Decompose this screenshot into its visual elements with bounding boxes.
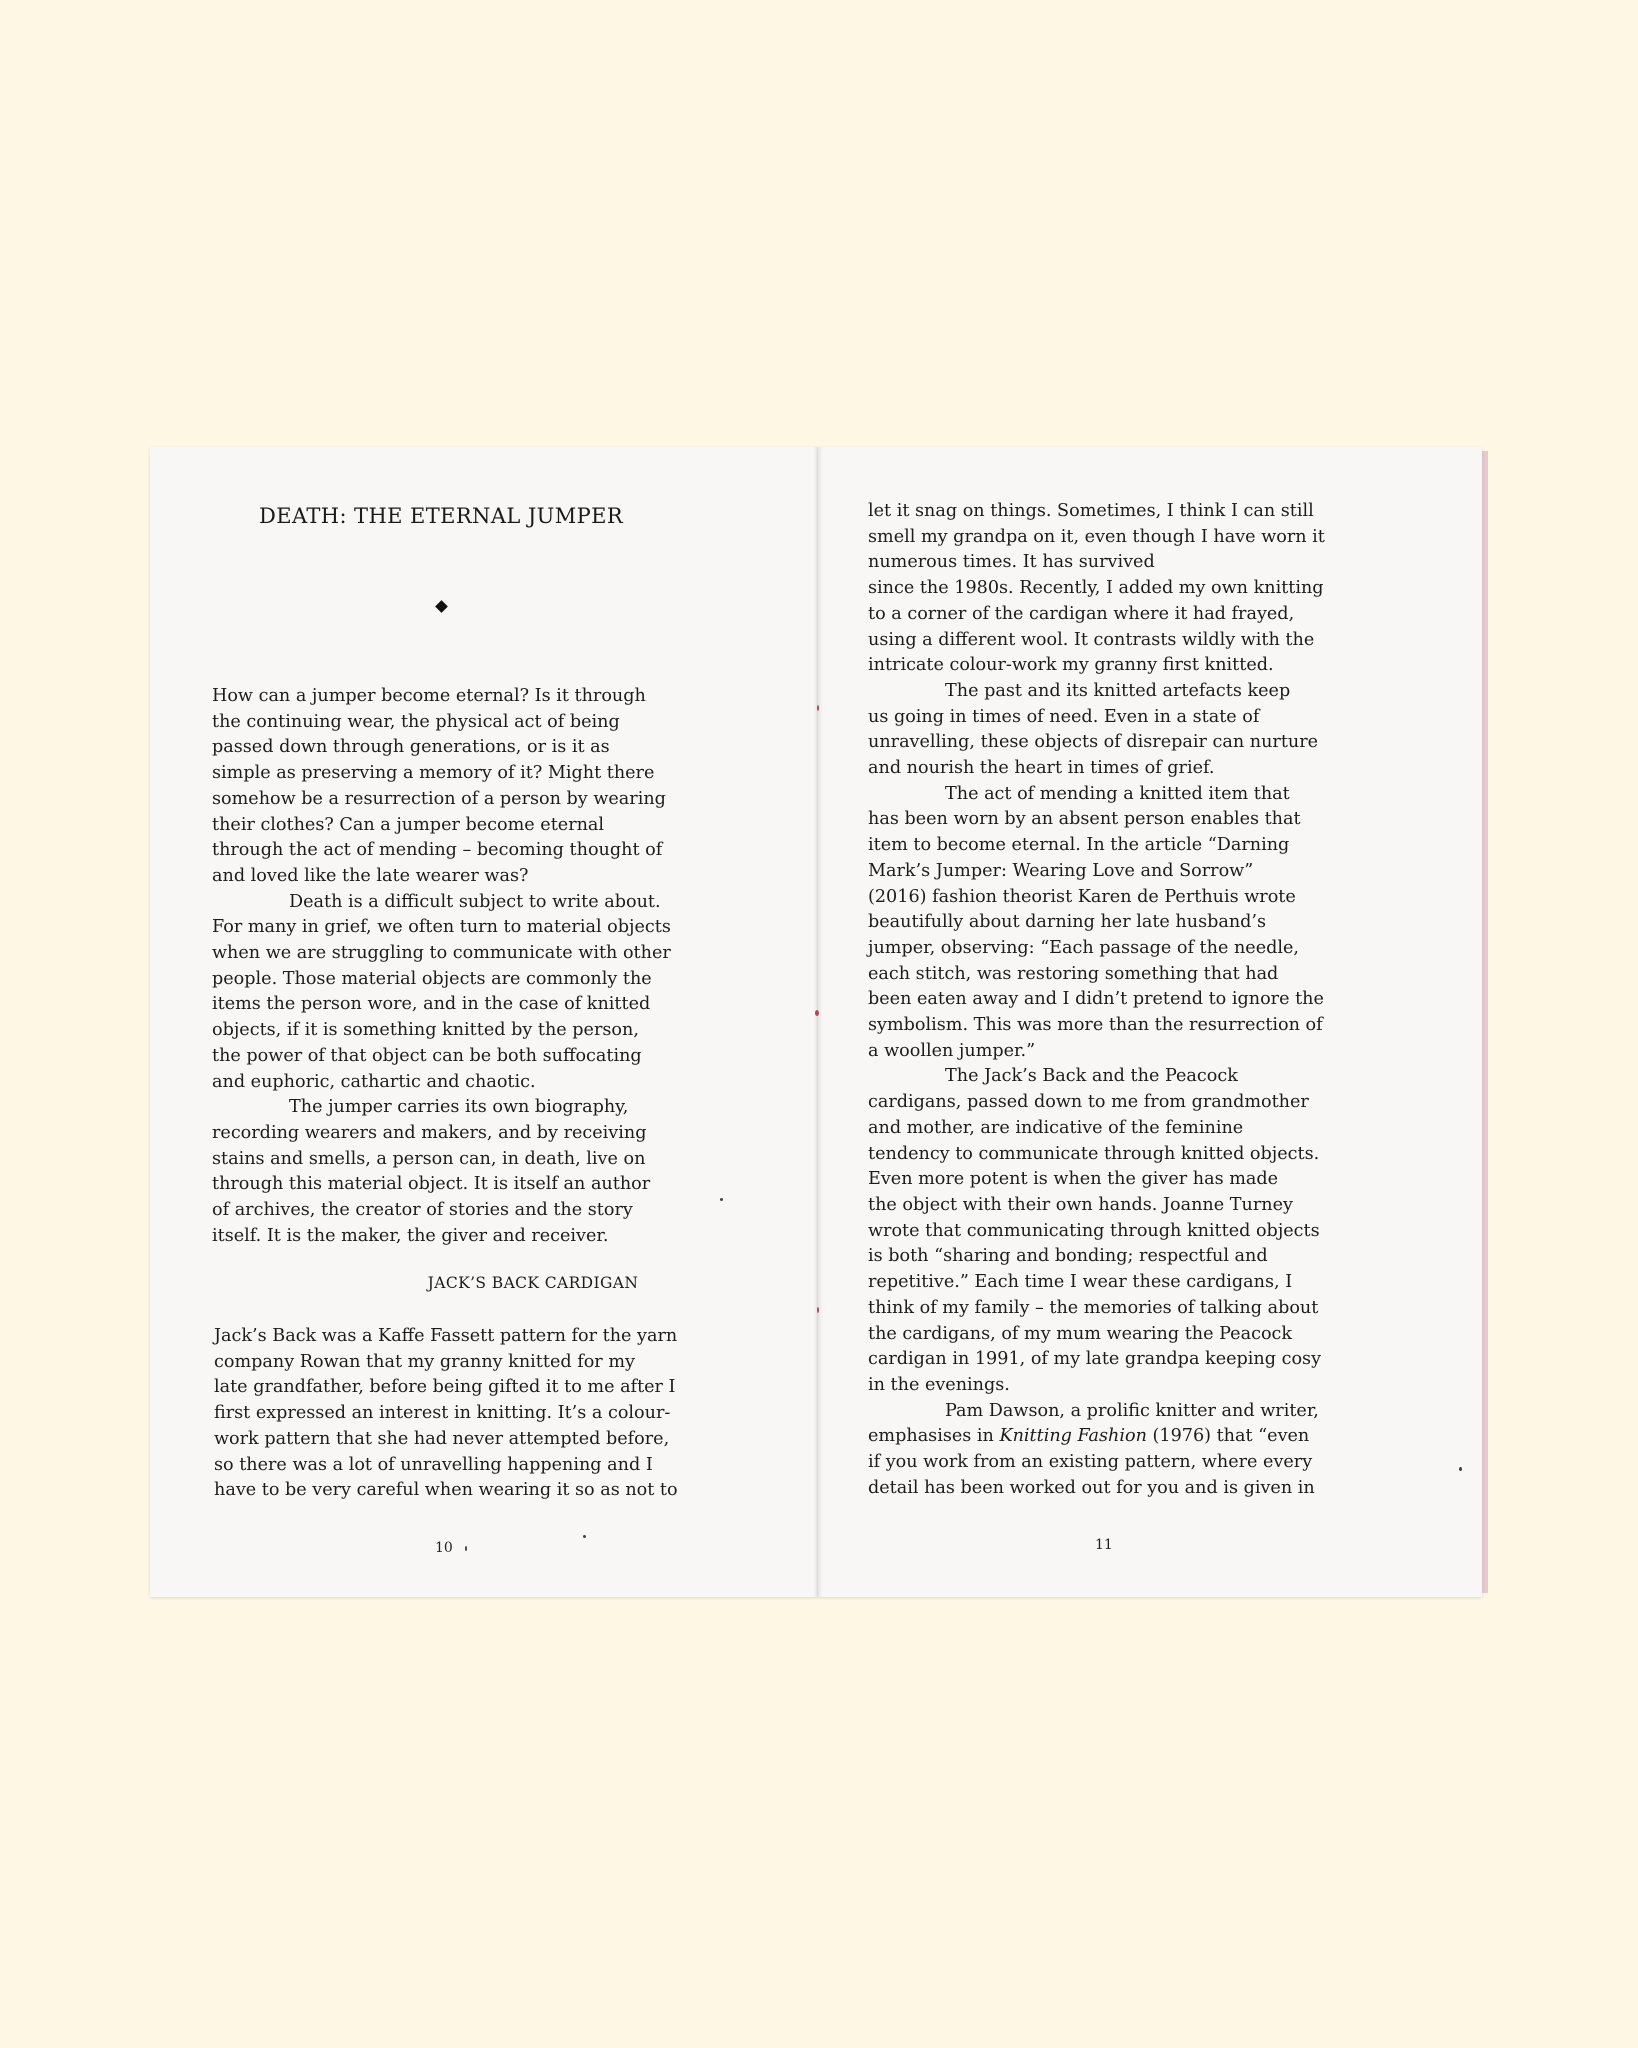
paper-speck bbox=[583, 1535, 586, 1538]
text-line: in the evenings. bbox=[868, 1374, 1010, 1395]
text-line: when we are struggling to communicate with other bbox=[212, 943, 671, 964]
text-line: through the act of mending – becoming thought of bbox=[212, 840, 663, 861]
text-line: wrote that communicating through knitted objects bbox=[868, 1220, 1320, 1241]
text-line: The act of mending a knitted item that bbox=[945, 783, 1290, 804]
text-line: Death is a difficult subject to write about. bbox=[289, 891, 661, 912]
paper-speck bbox=[1459, 1467, 1462, 1471]
text-line: cardigans, passed down to me from grandmother bbox=[868, 1092, 1309, 1113]
text-line: (2016) fashion theorist Karen de Perthuis wrote bbox=[868, 886, 1296, 907]
text-line: each stitch, was restoring something that had bbox=[868, 963, 1279, 984]
text-line: us going in times of need. Even in a state of bbox=[868, 706, 1260, 727]
page-number-right: 11 bbox=[1095, 1537, 1113, 1553]
text-line: a woollen jumper.” bbox=[868, 1040, 1036, 1061]
text-fragment: (1976) that “even bbox=[1146, 1426, 1310, 1447]
text-line: jumper, observing: “Each passage of the needle, bbox=[868, 937, 1300, 958]
text-line: repetitive.” Each time I wear these cardigans, I bbox=[868, 1272, 1293, 1293]
text-line: cardigan in 1991, of my late grandpa keeping cosy bbox=[868, 1349, 1322, 1370]
text-line: numerous times. It has survived bbox=[868, 552, 1155, 573]
text-line: objects, if it is something knitted by the person, bbox=[212, 1020, 639, 1041]
text-line: beautifully about darning her late husband’s bbox=[868, 912, 1267, 933]
text-line: Pam Dawson, a prolific knitter and writer, bbox=[945, 1400, 1319, 1421]
text-line: people. Those material objects are commonly the bbox=[212, 968, 652, 989]
text-line: since the 1980s. Recently, I added my own knitting bbox=[868, 578, 1324, 599]
text-line: work pattern that she had never attempted before, bbox=[214, 1428, 670, 1449]
text-line: Jack’s Back was a Kaffe Fassett pattern for the yarn bbox=[214, 1326, 678, 1346]
text-line: recording wearers and makers, and by receiving bbox=[212, 1122, 647, 1143]
right-body-text bbox=[868, 499, 1325, 1501]
text-line: the object with their own hands. Joanne Turney bbox=[868, 1194, 1293, 1215]
text-line: Mark’s Jumper: Wearing Love and Sorrow” bbox=[868, 860, 1254, 881]
paper-speck bbox=[817, 1307, 819, 1313]
left-page bbox=[150, 447, 818, 1597]
book-title-italic: Knitting Fashion bbox=[999, 1426, 1147, 1447]
text-line: through this material object. It is itself an author bbox=[212, 1174, 651, 1195]
text-line: of archives, the creator of stories and the story bbox=[212, 1200, 633, 1221]
text-line: detail has been worked out for you and is given in bbox=[868, 1477, 1315, 1498]
text-line: has been worn by an absent person enables that bbox=[868, 809, 1301, 830]
text-line: to a corner of the cardigan where it had frayed, bbox=[868, 603, 1295, 624]
text-line: let it snag on things. Sometimes, I think I can still bbox=[868, 501, 1314, 521]
text-line: item to become eternal. In the article “Darning bbox=[868, 835, 1290, 856]
text-line: stains and smells, a person can, in death, live on bbox=[212, 1148, 646, 1169]
text-line: the power of that object can be both suffocating bbox=[212, 1045, 642, 1066]
diamond-icon bbox=[435, 600, 448, 613]
text-line: been eaten away and I didn’t pretend to ignore the bbox=[868, 989, 1324, 1010]
back-cover-edge bbox=[1482, 451, 1488, 1593]
text-line: the continuing wear, the physical act of being bbox=[212, 711, 620, 732]
text-line: tendency to communicate through knitted objects. bbox=[868, 1143, 1320, 1164]
paper-speck bbox=[815, 1010, 819, 1016]
text-line: and euphoric, cathartic and chaotic. bbox=[212, 1071, 536, 1092]
text-line: if you work from an existing pattern, where every bbox=[868, 1452, 1313, 1473]
text-line: using a different wool. It contrasts wildly with the bbox=[868, 629, 1315, 650]
text-line: The jumper carries its own biography, bbox=[289, 1097, 629, 1118]
text-line: Even more potent is when the giver has made bbox=[868, 1169, 1279, 1190]
text-fragment: emphasises in bbox=[868, 1426, 1000, 1447]
left-body-text-2 bbox=[214, 1324, 678, 1504]
section-subheading: JACK’S BACK CARDIGAN bbox=[427, 1274, 639, 1292]
text-line: How can a jumper become eternal? Is it through bbox=[212, 686, 646, 706]
text-line: smell my grandpa on it, even though I have worn it bbox=[868, 526, 1325, 547]
text-line: somehow be a resurrection of a person by wearing bbox=[212, 788, 666, 809]
text-line: The past and its knitted artefacts keep bbox=[945, 680, 1291, 701]
paper-speck bbox=[465, 1546, 467, 1551]
text-line: so there was a lot of unravelling happening and I bbox=[214, 1454, 653, 1475]
text-line: their clothes? Can a jumper become eternal bbox=[212, 814, 605, 835]
right-page bbox=[818, 447, 1482, 1597]
paper-speck bbox=[720, 1198, 723, 1201]
text-line: company Rowan that my granny knitted for my bbox=[214, 1351, 635, 1372]
text-line: late grandfather, before being gifted it to me after I bbox=[214, 1377, 676, 1398]
text-line: symbolism. This was more than the resurrection of bbox=[868, 1015, 1323, 1036]
paper-speck bbox=[817, 705, 819, 711]
text-line: The Jack’s Back and the Peacock bbox=[945, 1066, 1238, 1087]
text-line: simple as preserving a memory of it? Might there bbox=[212, 763, 655, 784]
text-line: the cardigans, of my mum wearing the Peacock bbox=[868, 1323, 1293, 1344]
text-line: intricate colour-work my granny first knitted. bbox=[868, 655, 1274, 676]
text-line: and loved like the late wearer was? bbox=[212, 865, 529, 886]
text-line: For many in grief, we often turn to material objects bbox=[212, 917, 671, 938]
text-line: and nourish the heart in times of grief. bbox=[868, 758, 1215, 779]
text-line: first expressed an interest in knitting. It’s a colour- bbox=[214, 1403, 671, 1424]
text-line: itself. It is the maker, the giver and receiver. bbox=[212, 1225, 609, 1246]
page-number-left: 10 bbox=[435, 1540, 453, 1556]
text-line: items the person wore, and in the case of knitted bbox=[212, 994, 651, 1015]
text-line: have to be very careful when wearing it so as not to bbox=[214, 1480, 678, 1501]
text-line: passed down through generations, or is it as bbox=[212, 737, 610, 758]
chapter-title: DEATH: THE ETERNAL JUMPER bbox=[259, 504, 624, 528]
text-line: and mother, are indicative of the feminine bbox=[868, 1117, 1244, 1138]
text-line bbox=[868, 1424, 1325, 1450]
booklet-spread bbox=[150, 447, 1486, 1597]
left-body-text bbox=[212, 684, 671, 1249]
text-line: unravelling, these objects of disrepair can nurture bbox=[868, 732, 1319, 753]
text-line: think of my family – the memories of talking about bbox=[868, 1297, 1319, 1318]
text-line: is both “sharing and bonding; respectful and bbox=[868, 1246, 1268, 1267]
book-gutter bbox=[813, 447, 823, 1597]
